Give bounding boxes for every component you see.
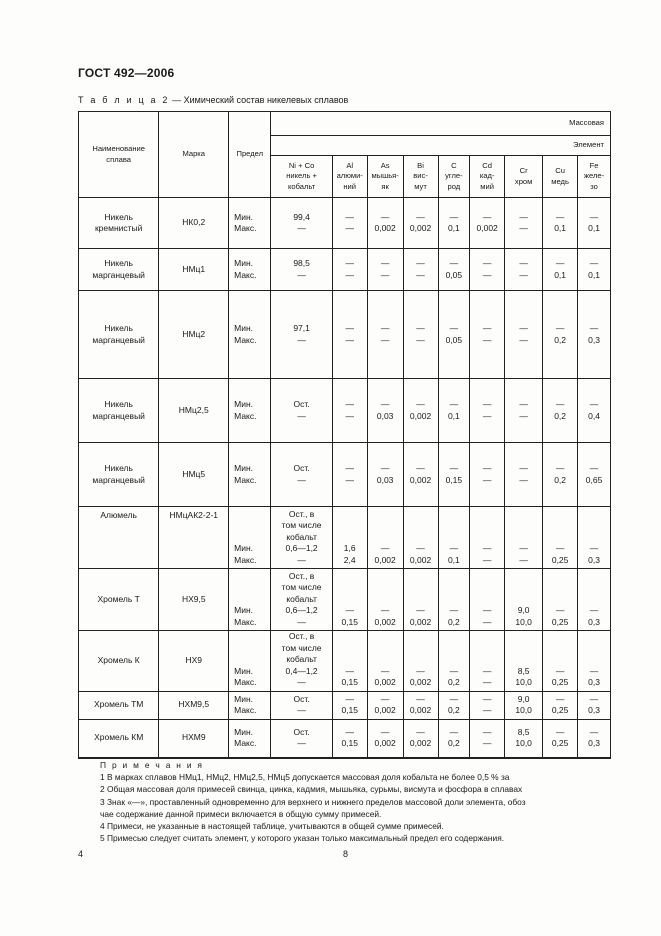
min-value: — bbox=[416, 258, 425, 268]
ni-note-line: кобальт bbox=[286, 654, 317, 664]
note-2: 2 Общая массовая доля примесей свинца, цинка, кадмия, мышьяка, сурьмы, висмута и фосфора в сплавах bbox=[100, 784, 523, 795]
min-value: — bbox=[589, 399, 599, 409]
max-value: — bbox=[482, 705, 492, 715]
max-value: 0,05 bbox=[445, 334, 463, 345]
min-value: — bbox=[449, 726, 459, 737]
ni-note-line: кобальт bbox=[286, 593, 317, 604]
max-value: 0,1 bbox=[588, 223, 600, 233]
max-label: Макс. bbox=[234, 554, 257, 565]
min-value: — bbox=[345, 258, 354, 268]
min-value: — bbox=[555, 323, 565, 333]
max-value: — bbox=[482, 269, 492, 280]
min-value: — bbox=[482, 693, 492, 704]
min-value: — bbox=[449, 211, 459, 222]
min-value: — bbox=[589, 543, 599, 553]
max-value: 0,002 bbox=[374, 705, 396, 715]
min-value: — bbox=[482, 399, 492, 409]
ni-note-line: — bbox=[297, 616, 306, 627]
ni-note-line: — bbox=[297, 554, 306, 565]
min-value: — bbox=[482, 665, 492, 676]
max-value: 0,002 bbox=[374, 738, 396, 748]
max-value: 0,3 bbox=[588, 738, 600, 748]
min-value: — bbox=[555, 399, 565, 409]
header-limit: Предел bbox=[229, 112, 271, 198]
alloy-name: Хромель КМ bbox=[79, 719, 159, 757]
alloy-name-line2: марганцевый bbox=[92, 269, 145, 280]
max-label: Макс. bbox=[234, 334, 257, 345]
ni-note-line: кобальт bbox=[286, 531, 317, 542]
max-value: 2,4 bbox=[343, 554, 356, 565]
element-header-l2: мий bbox=[480, 181, 495, 191]
max-label: Макс. bbox=[234, 474, 257, 485]
max-value: — bbox=[345, 269, 354, 280]
element-header-sym: Bi bbox=[417, 160, 424, 170]
min-value: — bbox=[449, 693, 459, 704]
max-value: — bbox=[519, 223, 528, 233]
max-label: Макс. bbox=[234, 677, 257, 687]
min-value: 8,5 bbox=[517, 726, 530, 737]
min-value: — bbox=[449, 543, 459, 553]
max-value: 0,1 bbox=[447, 223, 460, 233]
min-value: — bbox=[519, 211, 528, 222]
max-value: — bbox=[482, 554, 492, 565]
max-value: 0,1 bbox=[447, 410, 460, 421]
element-header-l2: як bbox=[381, 181, 389, 191]
max-value: 10,0 bbox=[515, 738, 532, 748]
alloy-name: Хромель ТМ bbox=[79, 691, 159, 719]
max-value: — bbox=[345, 334, 354, 345]
min-value: — bbox=[449, 665, 459, 676]
min-value: — bbox=[380, 399, 390, 409]
max-value: — bbox=[482, 334, 492, 345]
min-value: — bbox=[589, 211, 599, 222]
ni-note-line: том числе bbox=[281, 642, 322, 653]
max-value: — bbox=[482, 410, 492, 421]
alloy-name-line2: марганцевый bbox=[92, 410, 145, 421]
min-value: — bbox=[482, 543, 492, 553]
header-element: Элемент bbox=[271, 136, 611, 156]
min-label: Мин. bbox=[234, 399, 254, 409]
min-value: — bbox=[482, 211, 492, 222]
max-value: — bbox=[519, 474, 528, 485]
min-value: — bbox=[380, 543, 390, 553]
max-label: Макс. bbox=[234, 738, 257, 748]
min-value: — bbox=[589, 665, 599, 676]
alloy-grade: НМц2 bbox=[159, 291, 229, 379]
min-value: 9,0 bbox=[517, 605, 530, 615]
element-header-l2: ний bbox=[343, 181, 357, 191]
min-value: — bbox=[555, 463, 565, 473]
max-value: — bbox=[519, 269, 528, 280]
alloy-name: Алюмель bbox=[79, 507, 159, 569]
max-value: 0,3 bbox=[588, 677, 600, 687]
element-header-sym: As bbox=[380, 160, 390, 170]
element-header-l1: кад- bbox=[479, 171, 495, 181]
min-value: — bbox=[345, 211, 354, 222]
element-header-sym: Fe bbox=[589, 160, 599, 170]
max-label: Макс. bbox=[234, 223, 257, 233]
min-value: — bbox=[380, 665, 390, 676]
min-value: 97,1 bbox=[293, 323, 310, 333]
ni-note-line: — bbox=[297, 677, 306, 687]
min-value: — bbox=[416, 693, 425, 704]
max-value: 0,1 bbox=[554, 269, 567, 280]
min-value: — bbox=[482, 258, 492, 268]
alloy-grade: НМц1 bbox=[159, 249, 229, 291]
min-value: — bbox=[380, 693, 390, 704]
min-value: — bbox=[416, 399, 425, 409]
min-label: Мин. bbox=[234, 258, 254, 268]
max-value: — bbox=[345, 223, 354, 233]
max-value: 0,1 bbox=[554, 223, 567, 233]
ni-note-line: 0,6—1,2 bbox=[285, 605, 318, 615]
min-value: — bbox=[416, 323, 425, 333]
max-value: — bbox=[380, 269, 390, 280]
ni-note-line: Ост., в bbox=[288, 570, 315, 581]
element-header-sym: Cr bbox=[519, 166, 528, 175]
element-header-l1: угле- bbox=[445, 171, 463, 181]
alloy-name-line1: Никель bbox=[104, 323, 133, 333]
element-header-l1: вис- bbox=[413, 171, 428, 181]
max-value: 0,002 bbox=[409, 705, 432, 715]
alloy-grade: НМцАК2-2-1 bbox=[159, 507, 229, 569]
max-value: 0,25 bbox=[551, 554, 569, 565]
max-value: 0,2 bbox=[554, 410, 567, 421]
element-header-l2: род bbox=[447, 181, 461, 191]
ni-note-line: Ост., в bbox=[288, 631, 315, 641]
element-header-l1: никель + bbox=[286, 171, 317, 181]
min-value: 98,5 bbox=[293, 258, 310, 268]
max-value: 0,002 bbox=[374, 223, 396, 233]
max-value: 0,15 bbox=[445, 474, 463, 485]
min-value: 9,0 bbox=[517, 693, 530, 704]
min-value: — bbox=[519, 463, 528, 473]
max-value: — bbox=[519, 334, 528, 345]
note-4: 4 Примеси, не указанные в настоящей таблице, учитываются в общей сумме примесей. bbox=[100, 821, 444, 832]
element-header-sym: C bbox=[451, 160, 457, 170]
max-value: — bbox=[482, 616, 492, 627]
min-value: — bbox=[555, 258, 565, 268]
max-value: 0,15 bbox=[341, 616, 358, 627]
min-value: — bbox=[345, 693, 354, 704]
min-value: — bbox=[519, 543, 528, 553]
element-header-l1: алюми- bbox=[336, 171, 363, 181]
min-value: — bbox=[380, 605, 390, 615]
note-3-cont: чае содержание данной примеси включается в общую сумму примесей. bbox=[100, 808, 382, 819]
header-mass: Массовая bbox=[271, 112, 611, 136]
max-value: 0,65 bbox=[585, 474, 603, 485]
max-value: 0,05 bbox=[445, 269, 463, 280]
alloy-name-line2: кремнистый bbox=[94, 223, 143, 233]
min-value: — bbox=[589, 605, 599, 615]
min-label: Мин. bbox=[234, 463, 254, 473]
table-caption-text: — Химический состав никелевых сплавов bbox=[169, 95, 349, 105]
max-value: 0,002 bbox=[409, 677, 432, 687]
alloy-grade: НХМ9,5 bbox=[159, 691, 229, 719]
max-value: 0,15 bbox=[341, 677, 358, 687]
max-value: — bbox=[297, 269, 306, 280]
max-value: — bbox=[297, 410, 306, 421]
max-value: 0,002 bbox=[409, 410, 432, 421]
max-value: 0,002 bbox=[409, 554, 432, 565]
min-label: Мин. bbox=[234, 211, 254, 222]
alloy-name-line2: марганцевый bbox=[92, 474, 145, 485]
min-value: — bbox=[519, 323, 528, 333]
max-value: 0,03 bbox=[376, 410, 394, 421]
min-value: — bbox=[345, 463, 354, 473]
min-value: — bbox=[345, 605, 354, 615]
min-label: Мин. bbox=[234, 323, 254, 333]
alloy-grade: НХМ9 bbox=[159, 719, 229, 757]
min-value: — bbox=[345, 399, 354, 409]
max-value: 0,25 bbox=[551, 677, 569, 687]
min-value: — bbox=[380, 258, 390, 268]
min-value: — bbox=[345, 323, 354, 333]
alloy-name-line1: Никель bbox=[104, 399, 133, 409]
max-value: 0,15 bbox=[341, 705, 358, 715]
max-value: 0,002 bbox=[374, 677, 396, 687]
min-value: — bbox=[589, 323, 599, 333]
max-value: 0,002 bbox=[374, 616, 396, 627]
min-value: — bbox=[449, 258, 459, 268]
alloy-name-line1: Никель bbox=[104, 463, 133, 473]
max-value: 0,25 bbox=[551, 616, 569, 627]
max-value: — bbox=[482, 677, 492, 687]
element-header-l2: зо bbox=[590, 181, 598, 191]
note-3: 3 Знак «—», проставленный одновременно для верхнего и нижнего пределов массовой доли элемента, обоз bbox=[100, 796, 526, 807]
max-value: — bbox=[345, 474, 354, 485]
max-value: 0,25 bbox=[551, 738, 569, 748]
min-value: — bbox=[380, 323, 390, 333]
min-value: — bbox=[555, 211, 565, 222]
table-frame bbox=[78, 111, 611, 759]
max-value: — bbox=[297, 705, 306, 715]
max-value: 0,002 bbox=[409, 616, 432, 627]
element-header-l1: мышья- bbox=[371, 171, 399, 181]
document-title: ГОСТ 492—2006 bbox=[78, 66, 175, 80]
element-header-sym: Cu bbox=[555, 166, 565, 175]
max-value: — bbox=[297, 474, 306, 485]
max-value: 0,25 bbox=[551, 705, 569, 715]
max-value: 0,002 bbox=[476, 223, 498, 233]
max-value: — bbox=[416, 269, 425, 280]
max-value: 0,2 bbox=[447, 616, 460, 627]
ni-note-line: том числе bbox=[281, 520, 322, 530]
note-1: 1 В марках сплавов НМц1, НМц2, НМц2,5, НМц5 допускается массовая доля кобальта не более 0,5 % за bbox=[100, 772, 510, 783]
table-caption-prefix: Т а б л и ц а 2 bbox=[78, 95, 170, 105]
min-value: Ост. bbox=[293, 693, 310, 704]
element-header-sym: Al bbox=[346, 160, 354, 170]
note-5: 5 Примесью следует считать элемент, у которого указан только максимальный предел его содержания. bbox=[100, 833, 505, 844]
alloy-grade: НХ9,5 bbox=[159, 569, 229, 631]
max-value: 0,002 bbox=[409, 474, 432, 485]
min-value: — bbox=[416, 665, 425, 676]
min-value: — bbox=[482, 463, 492, 473]
min-value: — bbox=[449, 463, 459, 473]
max-value: — bbox=[519, 410, 528, 421]
min-value: — bbox=[449, 605, 459, 615]
min-label: Мин. bbox=[234, 665, 254, 676]
notes-header: П р и м е ч а н и я bbox=[100, 760, 204, 770]
max-value: 0,2 bbox=[447, 677, 460, 687]
min-value: — bbox=[380, 211, 390, 222]
min-value: — bbox=[555, 693, 565, 704]
element-header-l1: желе- bbox=[583, 171, 605, 181]
min-value: — bbox=[519, 399, 528, 409]
min-value: — bbox=[416, 726, 425, 737]
ni-note-line: 0,4—1,2 bbox=[285, 665, 318, 676]
min-label: Мин. bbox=[234, 543, 254, 553]
min-value: — bbox=[555, 726, 565, 737]
max-value: — bbox=[482, 474, 492, 485]
max-value: 0,2 bbox=[554, 334, 567, 345]
min-value: — bbox=[449, 323, 459, 333]
element-header-l2: кобальт bbox=[287, 181, 316, 191]
max-value: — bbox=[297, 738, 306, 748]
max-label: Макс. bbox=[234, 616, 257, 627]
notes bbox=[78, 759, 611, 844]
max-value: 10,0 bbox=[515, 705, 532, 715]
min-value: Ост. bbox=[293, 726, 310, 737]
alloy-grade: НМц2,5 bbox=[159, 379, 229, 443]
min-value: — bbox=[589, 693, 599, 704]
max-value: 0,1 bbox=[588, 269, 600, 280]
max-value: — bbox=[416, 334, 425, 345]
max-value: — bbox=[519, 554, 528, 565]
element-header-sym: Cd bbox=[482, 160, 493, 170]
alloy-name: Хромель Т bbox=[79, 569, 159, 631]
min-value: — bbox=[380, 463, 390, 473]
alloy-name: Хромель К bbox=[79, 631, 159, 692]
element-header-sym: Ni + Co bbox=[288, 160, 315, 170]
max-value: 0,03 bbox=[376, 474, 394, 485]
min-value: — bbox=[380, 726, 390, 737]
min-value: 99,4 bbox=[293, 211, 310, 222]
min-value: — bbox=[555, 543, 565, 553]
alloy-name-line2: марганцевый bbox=[92, 334, 145, 345]
min-value: — bbox=[482, 605, 492, 615]
alloy-grade: НМц5 bbox=[159, 443, 229, 507]
min-value: — bbox=[416, 211, 425, 222]
max-value: 0,2 bbox=[554, 474, 567, 485]
min-value: — bbox=[589, 258, 599, 268]
min-value: — bbox=[555, 605, 565, 615]
max-label: Макс. bbox=[234, 269, 257, 280]
min-value: — bbox=[482, 323, 492, 333]
max-value: 0,4 bbox=[588, 410, 600, 421]
max-value: 0,1 bbox=[447, 554, 460, 565]
min-value: — bbox=[416, 543, 425, 553]
max-value: 0,2 bbox=[447, 738, 460, 748]
ni-note-line: Ост., в bbox=[288, 508, 315, 519]
ni-note-line: том числе bbox=[281, 582, 322, 592]
table-caption bbox=[78, 95, 348, 105]
max-value: 0,3 bbox=[588, 334, 600, 345]
max-value: 0,3 bbox=[588, 616, 600, 627]
min-value: — bbox=[345, 726, 354, 737]
min-label: Мин. bbox=[234, 726, 254, 737]
page-number-center: 8 bbox=[343, 849, 349, 859]
min-value: — bbox=[345, 665, 354, 676]
header-grade: Марка bbox=[159, 112, 229, 198]
min-value: Ост. bbox=[293, 463, 310, 473]
min-value: — bbox=[589, 726, 599, 737]
min-value: — bbox=[449, 399, 459, 409]
max-value: — bbox=[297, 334, 306, 345]
max-value: — bbox=[345, 410, 354, 421]
alloy-grade: НХ9 bbox=[159, 631, 229, 692]
max-label: Макс. bbox=[234, 705, 257, 715]
max-value: 10,0 bbox=[515, 677, 532, 687]
min-label: Мин. bbox=[234, 693, 254, 704]
max-value: 0,3 bbox=[588, 705, 600, 715]
max-value: 0,002 bbox=[409, 223, 432, 233]
alloy-name-line1: Никель bbox=[104, 258, 133, 268]
element-header-l1: хром bbox=[514, 176, 533, 186]
min-value: — bbox=[482, 726, 492, 737]
max-value: 0,002 bbox=[409, 738, 432, 748]
min-value: Ост. bbox=[293, 399, 310, 409]
max-value: 0,002 bbox=[374, 554, 396, 565]
max-value: — bbox=[482, 738, 492, 748]
max-value: 0,2 bbox=[447, 705, 460, 715]
min-value: — bbox=[416, 605, 425, 615]
element-header-l1: медь bbox=[551, 176, 569, 186]
min-value: — bbox=[519, 258, 528, 268]
max-value: 0,3 bbox=[588, 554, 600, 565]
alloy-grade: НК0,2 bbox=[159, 198, 229, 249]
alloy-name-line1: Никель bbox=[104, 211, 133, 222]
min-value: — bbox=[589, 463, 599, 473]
min-value: — bbox=[555, 665, 565, 676]
page-number-left: 4 bbox=[78, 849, 84, 859]
min-value: — bbox=[416, 463, 425, 473]
min-label: Мин. bbox=[234, 605, 254, 615]
max-value: — bbox=[297, 223, 306, 233]
min-value: 8,5 bbox=[517, 665, 530, 676]
ni-note-line: 0,6—1,2 bbox=[285, 543, 318, 553]
max-value: — bbox=[380, 334, 390, 345]
min-value: 1,6 bbox=[343, 543, 356, 553]
max-label: Макс. bbox=[234, 410, 257, 421]
header-name: Наименование сплава bbox=[79, 112, 159, 198]
max-value: 10,0 bbox=[515, 616, 532, 627]
max-value: 0,15 bbox=[341, 738, 358, 748]
element-header-l2: мут bbox=[414, 181, 427, 191]
